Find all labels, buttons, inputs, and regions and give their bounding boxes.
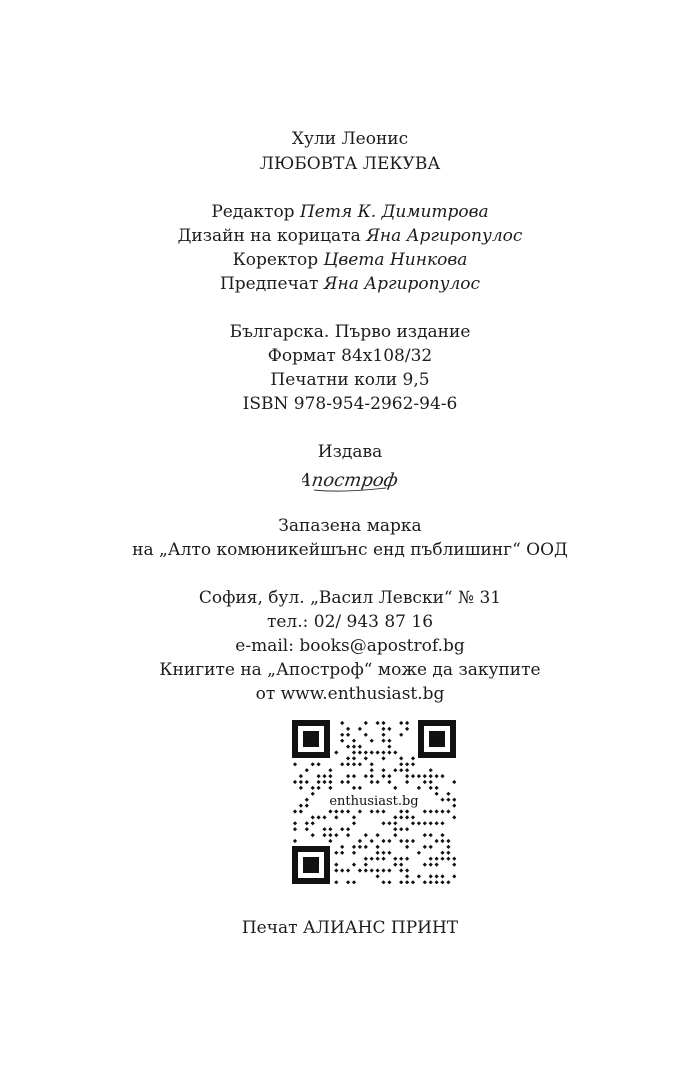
qr-module bbox=[352, 786, 356, 790]
qr-module bbox=[322, 815, 326, 819]
qr-module bbox=[322, 833, 326, 837]
qr-module bbox=[328, 768, 332, 772]
qr-module bbox=[411, 839, 415, 843]
qr-code-icon bbox=[292, 720, 456, 884]
qr-module bbox=[334, 868, 338, 872]
qr-module bbox=[352, 880, 356, 884]
qr-module bbox=[399, 868, 403, 872]
qr-module bbox=[364, 845, 368, 849]
qr-module bbox=[387, 727, 391, 731]
qr-module bbox=[352, 739, 356, 743]
qr-module bbox=[417, 786, 421, 790]
qr-module bbox=[322, 780, 326, 784]
qr-module bbox=[387, 821, 391, 825]
qr-module bbox=[370, 768, 374, 772]
qr-module bbox=[370, 809, 374, 813]
qr-module bbox=[328, 827, 332, 831]
qr-module bbox=[411, 756, 415, 760]
qr-module bbox=[299, 780, 303, 784]
qr-module bbox=[417, 874, 421, 878]
qr-module bbox=[399, 863, 403, 867]
qr-module bbox=[423, 880, 427, 884]
qr-module bbox=[358, 845, 362, 849]
qr-module bbox=[399, 839, 403, 843]
credit-person: Цвета Нинкова bbox=[323, 250, 468, 270]
qr-module bbox=[381, 721, 385, 725]
qr-module bbox=[305, 827, 309, 831]
qr-module bbox=[417, 821, 421, 825]
qr-module bbox=[370, 868, 374, 872]
qr-module bbox=[299, 804, 303, 808]
qr-module bbox=[405, 845, 409, 849]
qr-module bbox=[446, 839, 450, 843]
qr-module bbox=[440, 809, 444, 813]
qr-module bbox=[322, 774, 326, 778]
qr-module bbox=[358, 727, 362, 731]
credit-role: Предпечат bbox=[219, 274, 319, 294]
qr-module bbox=[405, 839, 409, 843]
qr-module bbox=[435, 839, 439, 843]
qr-module bbox=[376, 868, 380, 872]
qr-module bbox=[440, 833, 444, 837]
qr-module bbox=[423, 780, 427, 784]
qr-module bbox=[364, 857, 368, 861]
qr-module bbox=[352, 845, 356, 849]
qr-module bbox=[370, 762, 374, 766]
qr-module bbox=[381, 851, 385, 855]
qr-module bbox=[358, 786, 362, 790]
contact-website: от www.enthusiast.bg bbox=[255, 684, 445, 704]
qr-module bbox=[370, 857, 374, 861]
qr-module bbox=[364, 868, 368, 872]
qr-module bbox=[393, 815, 397, 819]
trademark-line-1: Запазена марка bbox=[278, 516, 422, 536]
qr-module bbox=[346, 727, 350, 731]
qr-module bbox=[305, 804, 309, 808]
qr-module bbox=[305, 768, 309, 772]
contact-phone: тел.: 02/ 943 87 16 bbox=[266, 612, 434, 632]
credit-proofreader bbox=[0, 249, 700, 271]
qr-module bbox=[346, 774, 350, 778]
qr-module bbox=[293, 762, 297, 766]
qr-module bbox=[429, 768, 433, 772]
qr-module bbox=[352, 821, 356, 825]
qr-module bbox=[305, 780, 309, 784]
qr-module bbox=[387, 780, 391, 784]
qr-label: enthusiast.bg bbox=[329, 794, 419, 809]
qr-module bbox=[429, 874, 433, 878]
qr-module bbox=[440, 774, 444, 778]
qr-module bbox=[423, 821, 427, 825]
qr-module bbox=[405, 727, 409, 731]
qr-module bbox=[381, 750, 385, 754]
qr-module bbox=[299, 809, 303, 813]
qr-module bbox=[346, 880, 350, 884]
qr-module bbox=[370, 750, 374, 754]
qr-module bbox=[393, 750, 397, 754]
qr-module bbox=[429, 863, 433, 867]
contact-address: София, бул. „Васил Левски“ № 31 bbox=[198, 588, 502, 608]
qr-module bbox=[364, 833, 368, 837]
spec-format: Формат 84x108/32 bbox=[267, 346, 433, 366]
qr-module bbox=[352, 774, 356, 778]
qr-module bbox=[399, 827, 403, 831]
book-title: ЛЮБОВТА ЛЕКУВА bbox=[259, 154, 441, 174]
qr-module bbox=[376, 857, 380, 861]
spec-edition: Българска. Първо издание bbox=[229, 322, 471, 342]
qr-module bbox=[376, 809, 380, 813]
qr-module bbox=[393, 786, 397, 790]
qr-module bbox=[411, 880, 415, 884]
qr-module bbox=[405, 762, 409, 766]
qr-module bbox=[435, 880, 439, 884]
qr-module bbox=[340, 733, 344, 737]
qr-module bbox=[381, 868, 385, 872]
qr-module bbox=[293, 780, 297, 784]
qr-module bbox=[381, 768, 385, 772]
qr-module bbox=[311, 815, 315, 819]
qr-module bbox=[381, 821, 385, 825]
qr-module bbox=[334, 851, 338, 855]
qr-module bbox=[423, 845, 427, 849]
qr-module bbox=[370, 839, 374, 843]
qr-module bbox=[429, 845, 433, 849]
qr-module bbox=[393, 833, 397, 837]
qr-module bbox=[376, 721, 380, 725]
qr-module bbox=[387, 851, 391, 855]
qr-module bbox=[440, 880, 444, 884]
qr-module bbox=[387, 880, 391, 884]
qr-module bbox=[376, 851, 380, 855]
qr-module bbox=[435, 863, 439, 867]
qr-module bbox=[387, 750, 391, 754]
qr-module bbox=[446, 792, 450, 796]
qr-module bbox=[334, 833, 338, 837]
qr-module bbox=[370, 739, 374, 743]
qr-module bbox=[352, 756, 356, 760]
qr-module bbox=[334, 880, 338, 884]
qr-module bbox=[346, 756, 350, 760]
qr-module bbox=[435, 821, 439, 825]
qr-module bbox=[429, 774, 433, 778]
qr-module bbox=[311, 762, 315, 766]
qr-module bbox=[311, 833, 315, 837]
qr-module bbox=[393, 857, 397, 861]
qr-module bbox=[381, 839, 385, 843]
spec-sheets: Печатни коли 9,5 bbox=[270, 370, 430, 390]
qr-module bbox=[440, 851, 444, 855]
qr-module bbox=[358, 762, 362, 766]
qr-module bbox=[429, 809, 433, 813]
qr-module bbox=[452, 798, 456, 802]
credit-role: Редактор bbox=[211, 202, 295, 222]
credit-prepress bbox=[0, 273, 700, 295]
qr-module bbox=[293, 827, 297, 831]
qr-module bbox=[435, 857, 439, 861]
qr-module bbox=[440, 839, 444, 843]
qr-module bbox=[352, 863, 356, 867]
qr-module bbox=[346, 780, 350, 784]
qr-module bbox=[452, 780, 456, 784]
qr-module bbox=[352, 762, 356, 766]
qr-module bbox=[399, 721, 403, 725]
qr-module bbox=[376, 845, 380, 849]
qr-module bbox=[440, 821, 444, 825]
qr-module bbox=[411, 762, 415, 766]
qr-module bbox=[405, 721, 409, 725]
credit-editor bbox=[0, 201, 700, 223]
qr-module bbox=[393, 827, 397, 831]
credit-person: Петя К. Димитрова bbox=[299, 202, 489, 222]
qr-module bbox=[399, 733, 403, 737]
qr-module bbox=[293, 839, 297, 843]
qr-module bbox=[411, 815, 415, 819]
qr-module bbox=[293, 821, 297, 825]
qr-module bbox=[417, 774, 421, 778]
qr-module bbox=[352, 851, 356, 855]
qr-module bbox=[452, 815, 456, 819]
credit-cover-design bbox=[0, 225, 700, 247]
qr-module bbox=[299, 786, 303, 790]
credit-person: Яна Аргиропулос bbox=[366, 226, 523, 246]
qr-module bbox=[364, 733, 368, 737]
qr-module bbox=[364, 863, 368, 867]
qr-module bbox=[435, 792, 439, 796]
qr-module bbox=[440, 798, 444, 802]
qr-module bbox=[452, 857, 456, 861]
qr-module bbox=[334, 863, 338, 867]
qr-module bbox=[346, 745, 350, 749]
logo-script-text: Апостроф bbox=[302, 470, 398, 491]
qr-module bbox=[446, 809, 450, 813]
qr-module bbox=[429, 880, 433, 884]
qr-module bbox=[311, 821, 315, 825]
qr-module bbox=[411, 774, 415, 778]
qr-module bbox=[328, 839, 332, 843]
qr-module bbox=[429, 780, 433, 784]
qr-module bbox=[305, 821, 309, 825]
qr-module bbox=[423, 809, 427, 813]
qr-module bbox=[387, 774, 391, 778]
qr-module bbox=[429, 857, 433, 861]
qr-module bbox=[399, 756, 403, 760]
qr-module bbox=[393, 768, 397, 772]
qr-module bbox=[381, 727, 385, 731]
qr-module bbox=[317, 774, 321, 778]
qr-module bbox=[376, 750, 380, 754]
qr-module bbox=[334, 809, 338, 813]
qr-module bbox=[387, 868, 391, 872]
qr-module bbox=[381, 733, 385, 737]
qr-module bbox=[376, 780, 380, 784]
qr-module bbox=[446, 798, 450, 802]
qr-module bbox=[387, 739, 391, 743]
qr-module bbox=[370, 780, 374, 784]
qr-module bbox=[340, 845, 344, 849]
qr-module bbox=[305, 798, 309, 802]
qr-module bbox=[376, 833, 380, 837]
qr-module bbox=[387, 745, 391, 749]
qr-module bbox=[346, 833, 350, 837]
qr-module bbox=[317, 815, 321, 819]
qr-module bbox=[340, 739, 344, 743]
qr-module bbox=[399, 768, 403, 772]
qr-module bbox=[381, 880, 385, 884]
qr-module bbox=[393, 863, 397, 867]
qr-module bbox=[446, 880, 450, 884]
qr-module bbox=[446, 845, 450, 849]
qr-module bbox=[358, 745, 362, 749]
qr-module bbox=[435, 874, 439, 878]
qr-module bbox=[317, 780, 321, 784]
qr-module bbox=[429, 833, 433, 837]
qr-module bbox=[346, 827, 350, 831]
credit-role: Дизайн на корицата bbox=[177, 226, 361, 246]
qr-module bbox=[334, 815, 338, 819]
qr-module bbox=[440, 874, 444, 878]
qr-module bbox=[311, 792, 315, 796]
qr-module bbox=[346, 809, 350, 813]
qr-module bbox=[393, 821, 397, 825]
qr-module bbox=[334, 750, 338, 754]
qr-module bbox=[352, 745, 356, 749]
qr-module bbox=[429, 786, 433, 790]
qr-module bbox=[346, 733, 350, 737]
qr-module bbox=[405, 868, 409, 872]
qr-module bbox=[405, 774, 409, 778]
qr-module bbox=[423, 774, 427, 778]
printer-line: Печат АЛИАНС ПРИНТ bbox=[241, 918, 459, 938]
qr-module bbox=[340, 780, 344, 784]
qr-module bbox=[364, 756, 368, 760]
qr-module bbox=[399, 762, 403, 766]
qr-module bbox=[405, 809, 409, 813]
qr-module bbox=[399, 857, 403, 861]
qr-module bbox=[405, 768, 409, 772]
qr-module bbox=[381, 756, 385, 760]
qr-module bbox=[352, 815, 356, 819]
qr-module bbox=[440, 857, 444, 861]
qr-module bbox=[376, 874, 380, 878]
qr-module bbox=[340, 762, 344, 766]
qr-module bbox=[328, 809, 332, 813]
qr-module bbox=[387, 839, 391, 843]
qr-module bbox=[340, 827, 344, 831]
contact-shop: Книгите на „Апостроф“ може да закупите bbox=[159, 660, 541, 680]
qr-module bbox=[399, 809, 403, 813]
qr-module bbox=[452, 863, 456, 867]
qr-module bbox=[405, 857, 409, 861]
qr-module bbox=[328, 780, 332, 784]
qr-module bbox=[346, 868, 350, 872]
qr-module bbox=[299, 774, 303, 778]
qr-module bbox=[322, 827, 326, 831]
qr-module bbox=[340, 868, 344, 872]
qr-module bbox=[452, 874, 456, 878]
qr-module bbox=[381, 739, 385, 743]
qr-module bbox=[317, 786, 321, 790]
qr-module bbox=[405, 827, 409, 831]
credit-person: Яна Аргиропулос bbox=[323, 274, 481, 294]
qr-module bbox=[364, 750, 368, 754]
qr-module bbox=[358, 750, 362, 754]
qr-module bbox=[435, 786, 439, 790]
qr-module bbox=[328, 774, 332, 778]
qr-module bbox=[405, 780, 409, 784]
publisher-logo bbox=[0, 466, 700, 500]
qr-module bbox=[364, 774, 368, 778]
qr-module bbox=[358, 839, 362, 843]
qr-module bbox=[340, 851, 344, 855]
qr-module bbox=[370, 774, 374, 778]
qr-module bbox=[446, 851, 450, 855]
qr-module bbox=[381, 774, 385, 778]
qr-module bbox=[328, 786, 332, 790]
qr-module bbox=[446, 857, 450, 861]
trademark-line-2: на „Алто комюникейшънс енд пъблишинг“ ООД bbox=[132, 540, 568, 560]
qr-module bbox=[405, 815, 409, 819]
qr-module bbox=[293, 809, 297, 813]
qr-module bbox=[340, 809, 344, 813]
qr-module bbox=[358, 868, 362, 872]
qr-module bbox=[417, 851, 421, 855]
qr-module bbox=[405, 874, 409, 878]
qr-module bbox=[411, 821, 415, 825]
qr-module bbox=[364, 721, 368, 725]
qr-module bbox=[358, 809, 362, 813]
qr-module bbox=[328, 833, 332, 837]
qr-module bbox=[352, 750, 356, 754]
qr-module bbox=[381, 809, 385, 813]
qr-module bbox=[405, 880, 409, 884]
qr-module bbox=[399, 880, 403, 884]
qr-module bbox=[399, 815, 403, 819]
qr-module bbox=[317, 762, 321, 766]
contact-email: e-mail: books@apostrof.bg bbox=[235, 636, 465, 656]
author-name: Хули Леонис bbox=[291, 129, 409, 149]
qr-module bbox=[429, 821, 433, 825]
qr-module bbox=[311, 786, 315, 790]
spec-isbn: ISBN 978-954-2962-94-6 bbox=[242, 394, 458, 414]
qr-module bbox=[340, 721, 344, 725]
qr-module bbox=[346, 762, 350, 766]
qr-module bbox=[452, 804, 456, 808]
qr-module bbox=[381, 857, 385, 861]
publisher-label: Издава bbox=[317, 442, 383, 462]
qr-module bbox=[435, 809, 439, 813]
qr-module bbox=[423, 833, 427, 837]
qr-module bbox=[435, 774, 439, 778]
credit-role: Коректор bbox=[232, 250, 319, 270]
apostrof-logo-icon bbox=[302, 466, 398, 496]
qr-module bbox=[423, 863, 427, 867]
